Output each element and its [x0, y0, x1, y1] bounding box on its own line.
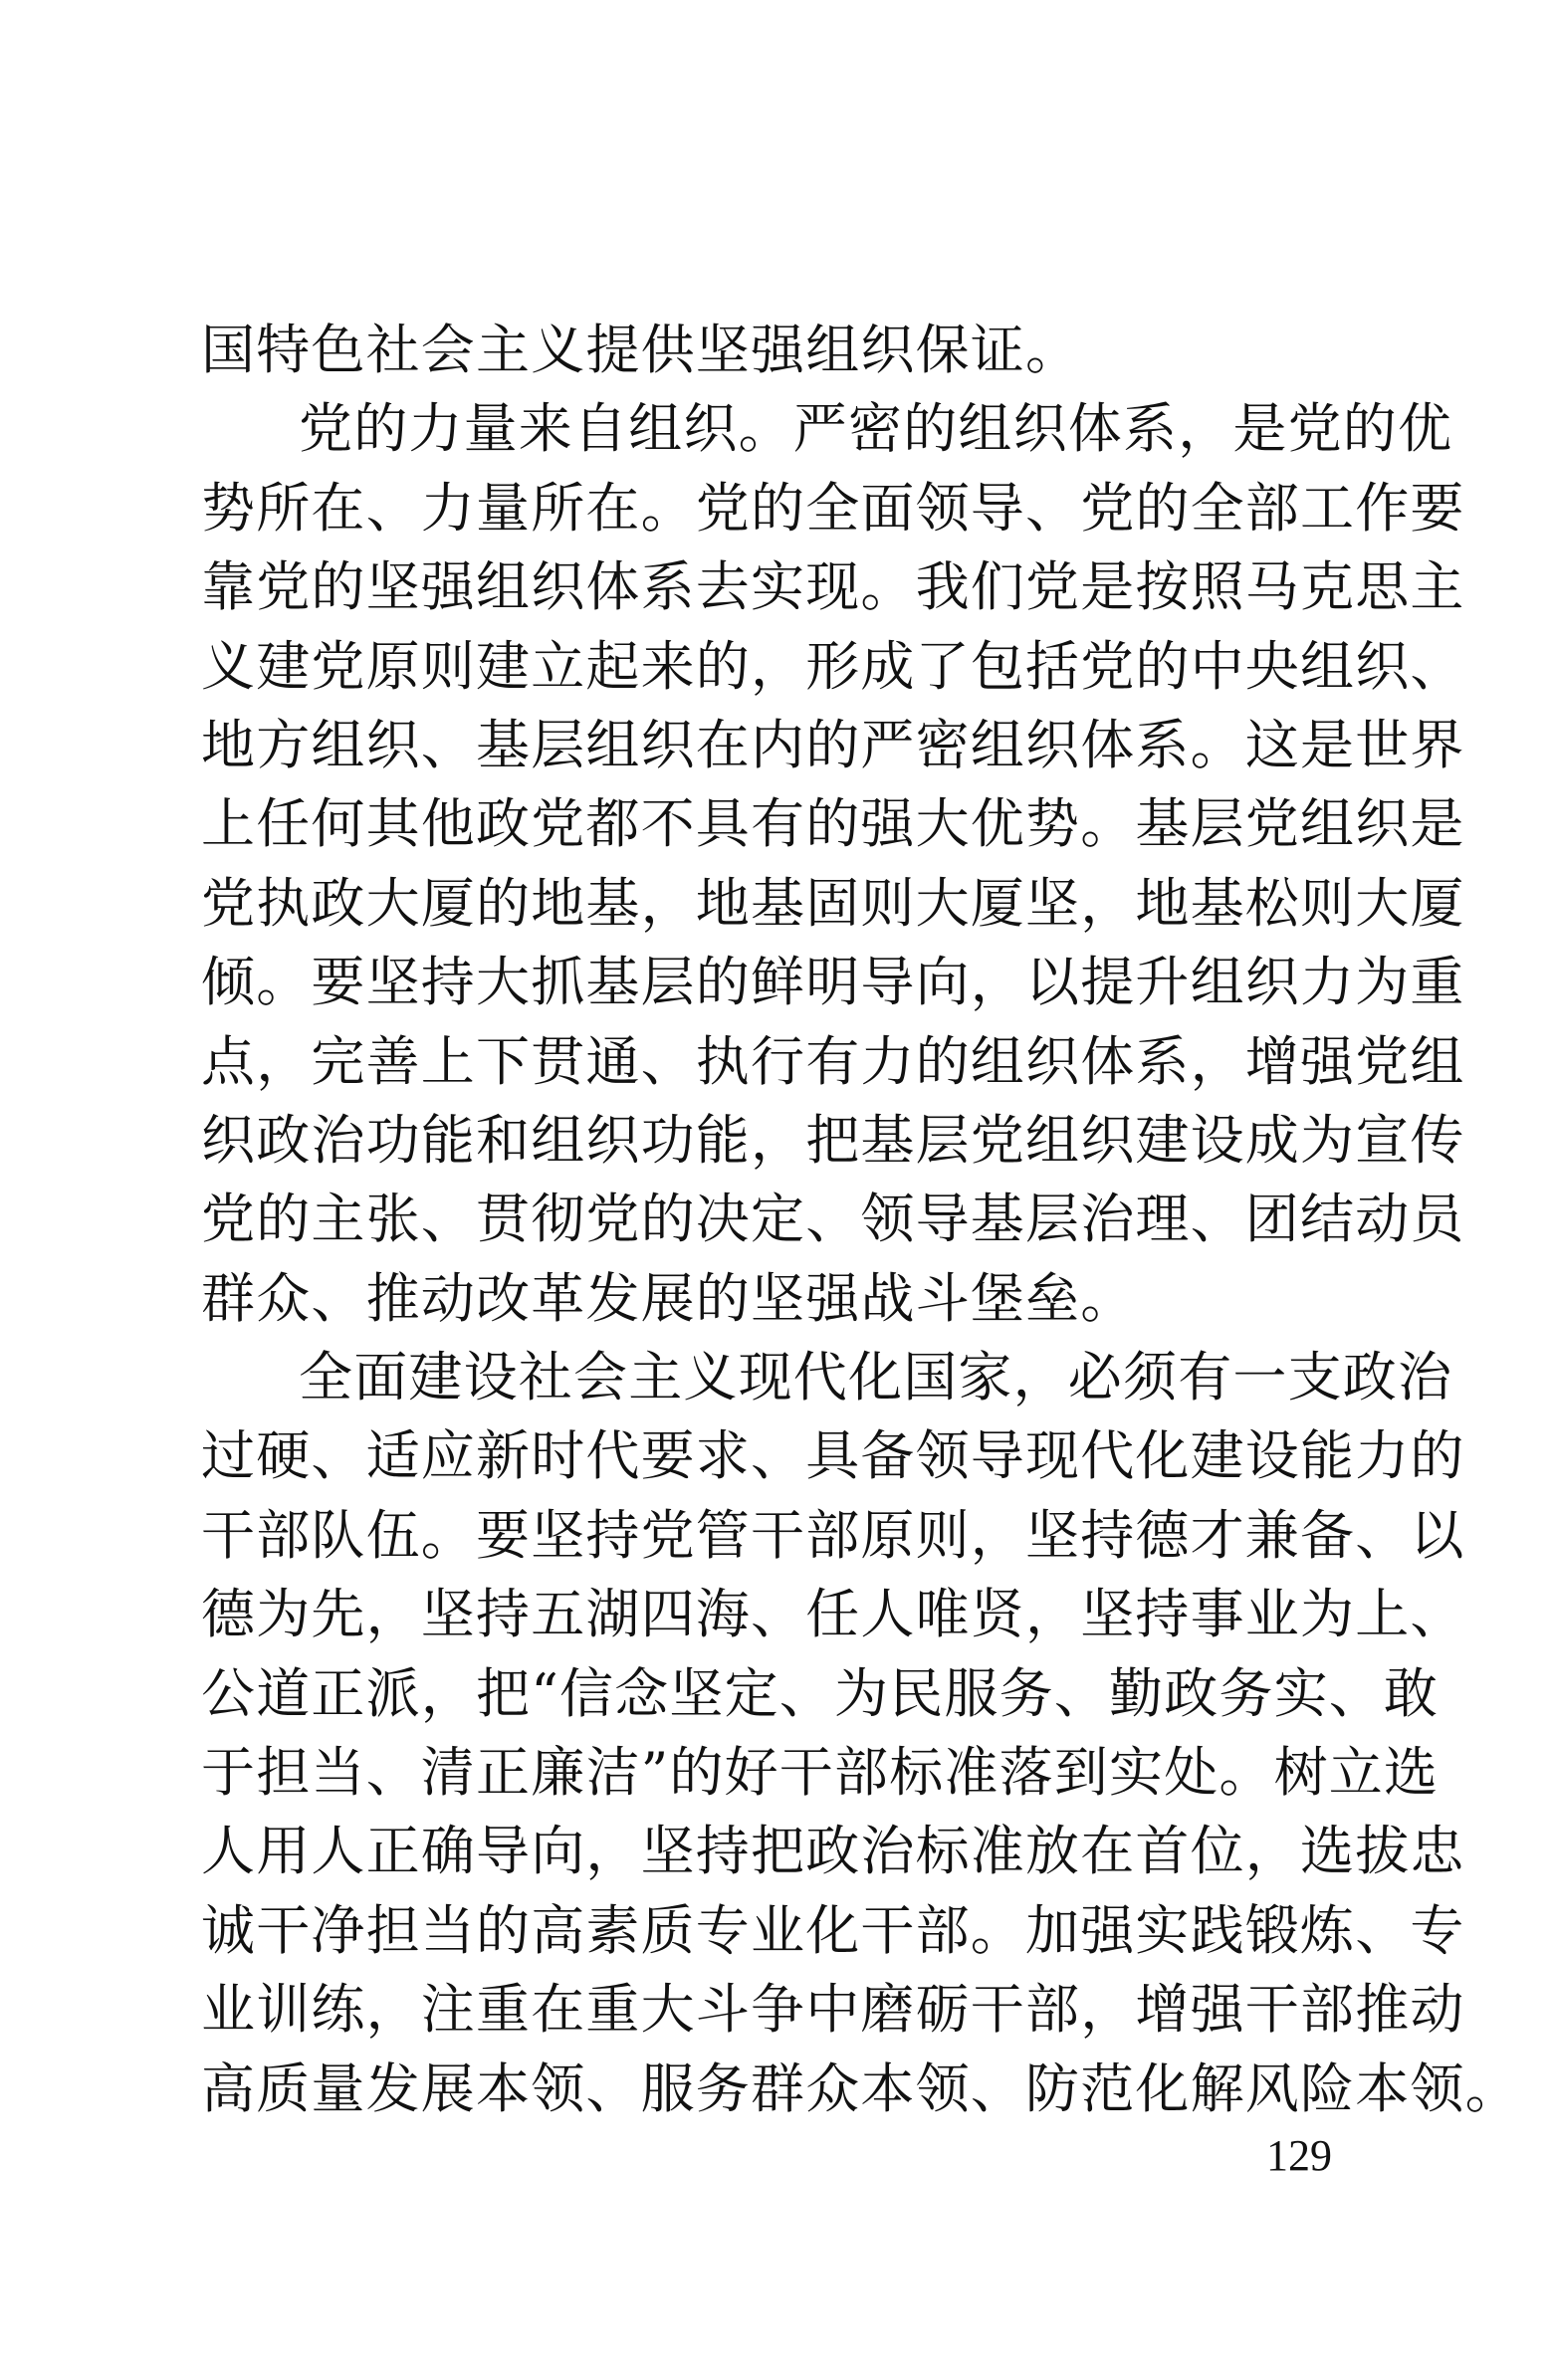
text-line: 倾。要坚持大抓基层的鲜明导向，以提升组织力为重 — [201, 951, 1465, 1014]
text-line: 国特色社会主义提供坚强组织保证。 — [201, 319, 1081, 381]
text-line: 地方组织、基层组织在内的严密组织体系。这是世界 — [201, 713, 1465, 776]
text-line: 干部队伍。要坚持党管干部原则，坚持德才兼备、以 — [201, 1503, 1465, 1567]
text-line: 党的力量来自组织。严密的组织体系，是党的优 — [299, 397, 1453, 461]
text-line: 义建党原则建立起来的，形成了包括党的中央组织、 — [201, 634, 1465, 698]
text-line: 党的主张、贯彻党的决定、领导基层治理、团结动员 — [201, 1188, 1465, 1251]
text-line: 德为先，坚持五湖四海、任人唯贤，坚持事业为上、 — [201, 1583, 1465, 1646]
text-line: 点，完善上下贯通、执行有力的组织体系，增强党组 — [201, 1029, 1465, 1093]
text-line: 势所在、力量所在。党的全面领导、党的全部工作要 — [201, 476, 1465, 540]
text-line: 过硬、适应新时代要求、具备领导现代化建设能力的 — [201, 1424, 1465, 1488]
text-line: 高质量发展本领、服务群众本领、防范化解风险本领。 — [201, 2056, 1520, 2120]
text-line: 党执政大厦的地基，地基固则大厦坚，地基松则大厦 — [201, 871, 1465, 935]
text-line: 全面建设社会主义现代化国家，必须有一支政治 — [299, 1346, 1453, 1409]
text-line: 群众、推动改革发展的坚强战斗堡垒。 — [201, 1266, 1136, 1330]
page-number: 129 — [1266, 2131, 1332, 2180]
text-line: 人用人正确导向，坚持把政治标准放在首位，选拔忠 — [201, 1820, 1465, 1883]
text-line: 织政治功能和组织功能，把基层党组织建设成为宣传 — [201, 1108, 1465, 1172]
text-line: 诚干净担当的高素质专业化干部。加强实践锻炼、专 — [201, 1898, 1465, 1962]
text-line: 于担当、清正廉洁”的好干部标准落到实处。树立选 — [201, 1741, 1440, 1805]
body-text — [201, 311, 1520, 2128]
text-line: 公道正派，把“信念坚定、为民服务、勤政务实、敢 — [201, 1661, 1440, 1725]
text-line: 业训练，注重在重大斗争中磨砺干部，增强干部推动 — [201, 1978, 1465, 2042]
text-line: 靠党的坚强组织体系去实现。我们党是按照马克思主 — [201, 555, 1465, 619]
text-line: 上任何其他政党都不具有的强大优势。基层党组织是 — [201, 792, 1465, 856]
